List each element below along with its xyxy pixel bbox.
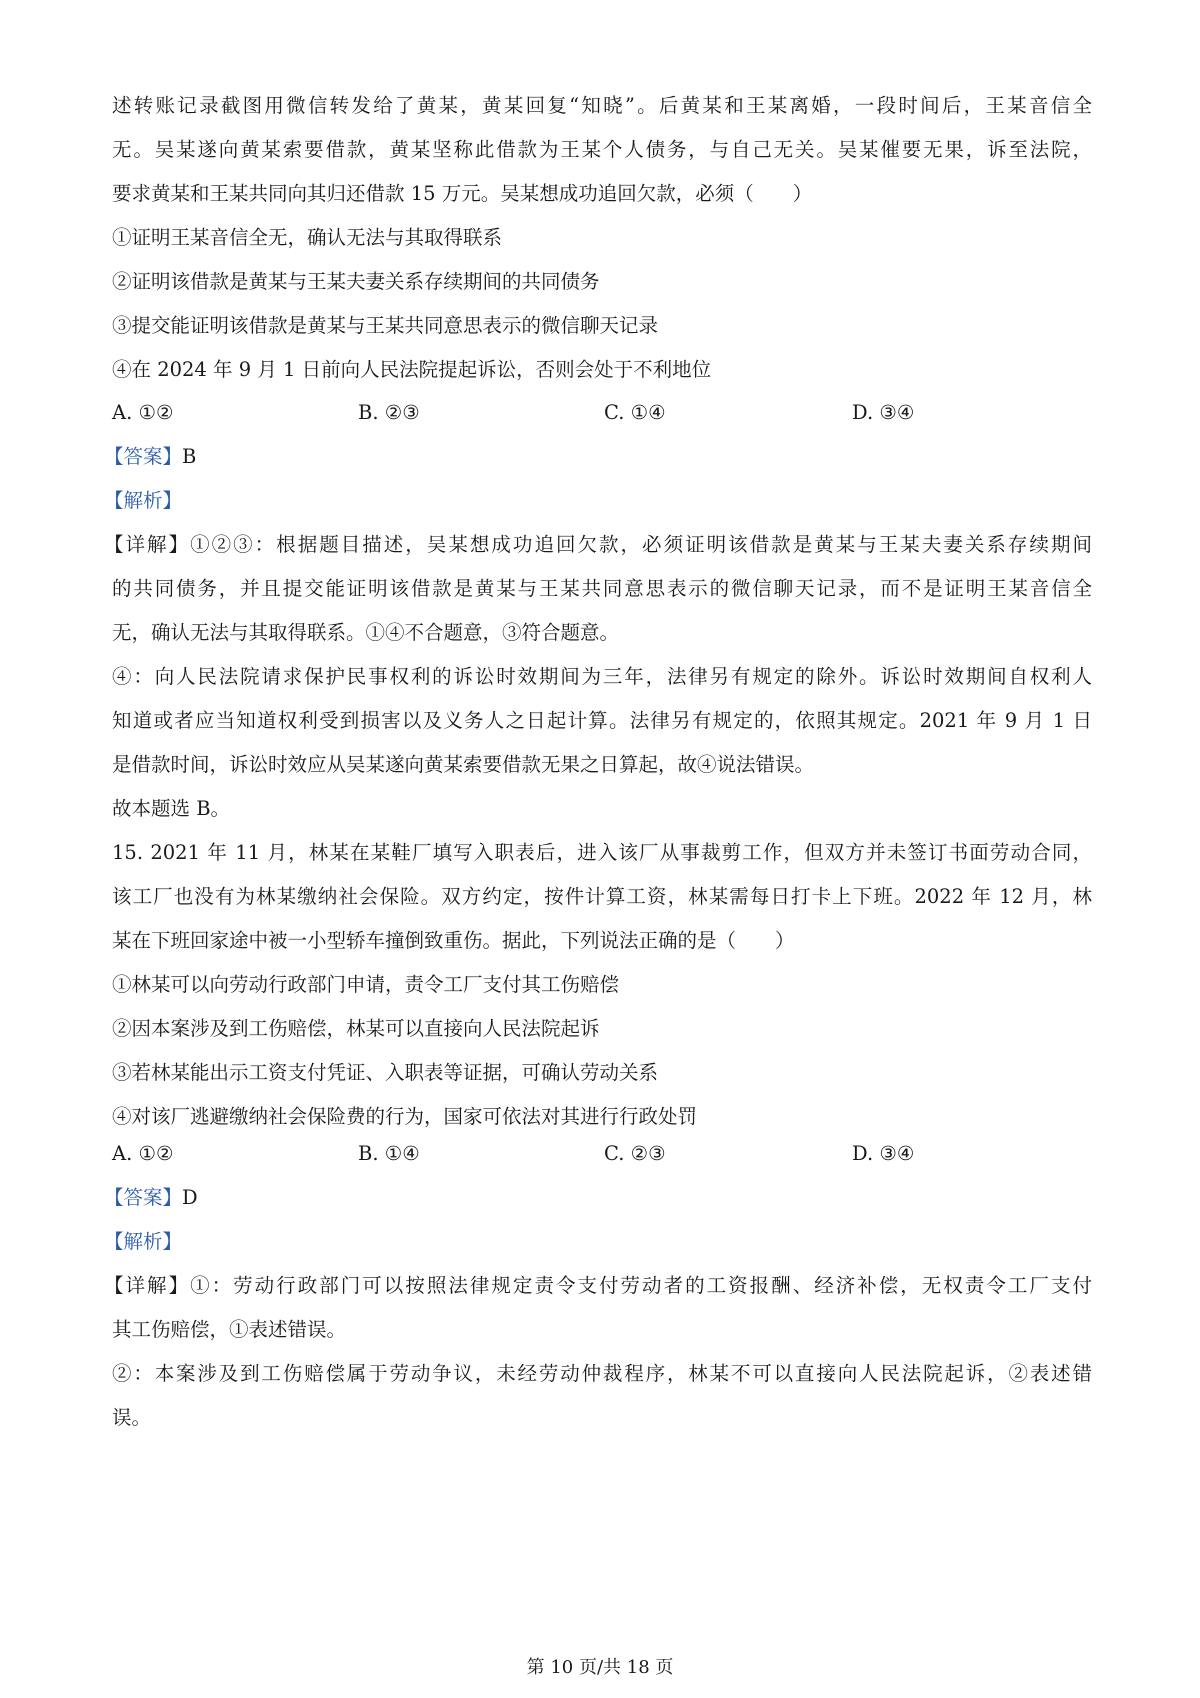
q14-detail-line-6: 是借款时间，诉讼时效应从吴某遂向黄某索要借款无果之日算起，故④说法错误。	[112, 753, 815, 776]
q15-option-c: C. ②③	[604, 1142, 666, 1165]
q14-statement-4: ④在 2024 年 9 月 1 日前向人民法院提起诉讼，否则会处于不利地位	[112, 358, 712, 381]
q14-stem-line-1: 述转账记录截图用微信转发给了黄某，黄某回复“知晓”。后黄某和王某离婚，一段时间后，王某音信全	[112, 94, 1092, 117]
detail-tag: 【详解】	[104, 533, 191, 556]
q15-answer-line	[104, 1184, 1084, 1212]
q15-option-d: D. ③④	[852, 1142, 915, 1165]
answer-tag: 【答案】	[104, 1186, 183, 1209]
q14-statement-3: ③提交能证明该借款是黄某与王某共同意思表示的微信聊天记录	[112, 314, 659, 337]
detail-text: ①②③：根据题目描述，吴某想成功追回欠款，必须证明该借款是黄某与王某夫妻关系存续期间	[190, 533, 1092, 556]
q14-detail-line-3: 无，确认无法与其取得联系。①④不合题意，③符合题意。	[112, 621, 620, 644]
q14-option-c: C. ①④	[604, 401, 666, 424]
q15-detail-line-1	[104, 1272, 1092, 1300]
q14-conclusion: 故本题选 B。	[112, 797, 231, 820]
q14-statement-2: ②证明该借款是黄某与王某夫妻关系存续期间的共同债务	[112, 270, 600, 293]
q14-statement-1: ①证明王某音信全无，确认无法与其取得联系	[112, 226, 503, 249]
q14-option-a: A. ①②	[112, 401, 174, 424]
page-footer: 第 10 页/共 18 页	[526, 1657, 674, 1678]
q14-stem-line-2: 无。吴某遂向黄某索要借款，黄某坚称此借款为王某个人债务，与自己无关。吴某催要无果，诉至法院，	[112, 138, 1092, 161]
q15-statement-3: ③若林某能出示工资支付凭证、入职表等证据，可确认劳动关系	[112, 1061, 659, 1084]
q14-detail-line-5: 知道或者应当知道权利受到损害以及义务人之日起计算。法律另有规定的，依照其规定。2021 年 9 月 1 日	[112, 709, 1092, 732]
q15-statement-2: ②因本案涉及到工伤赔偿，林某可以直接向人民法院起诉	[112, 1017, 600, 1040]
q15-detail-line-3: ②：本案涉及到工伤赔偿属于劳动争议，未经劳动仲裁程序，林某不可以直接向人民法院起诉，②表述错	[112, 1362, 1092, 1385]
q14-detail-line-1	[104, 531, 1092, 559]
q15-option-a: A. ①②	[112, 1142, 174, 1165]
q14-detail-line-2: 的共同债务，并且提交能证明该借款是黄某与王某共同意思表示的微信聊天记录，而不是证明王某音信全	[112, 577, 1092, 600]
q14-answer-line	[104, 443, 1084, 471]
q14-option-d: D. ③④	[852, 401, 915, 424]
q15-stem-line-2: 该工厂也没有为林某缴纳社会保险。双方约定，按件计算工资，林某需每日打卡上下班。2022 年 12 月，林	[112, 885, 1092, 908]
q15-stem-line-3: 某在下班回家途中被一小型轿车撞倒致重伤。据此，下列说法正确的是（ ）	[112, 929, 795, 952]
analysis-tag: 【解析】	[104, 489, 183, 512]
answer-value: D	[182, 1186, 198, 1209]
q14-option-b: B. ②③	[358, 401, 420, 424]
answer-tag: 【答案】	[104, 445, 183, 468]
q15-detail-line-4: 误。	[112, 1406, 152, 1429]
q15-option-b: B. ①④	[358, 1142, 420, 1165]
q15-statement-1: ①林某可以向劳动行政部门申请，责令工厂支付其工伤赔偿	[112, 973, 620, 996]
detail-text: ①：劳动行政部门可以按照法律规定责令支付劳动者的工资报酬、经济补偿，无权责令工厂支付	[190, 1274, 1092, 1297]
analysis-tag: 【解析】	[104, 1230, 183, 1253]
q15-analysis-line	[104, 1228, 1084, 1256]
q14-stem-line-3: 要求黄某和王某共同向其归还借款 15 万元。吴某想成功追回欠款，必须（ ）	[112, 182, 813, 205]
q14-analysis-line	[104, 487, 1084, 515]
q15-detail-line-2: 其工伤赔偿，①表述错误。	[112, 1318, 347, 1341]
q15-stem-line-1: 15. 2021 年 11 月，林某在某鞋厂填写入职表后，进入该厂从事裁剪工作，但双方并未签订书面劳动合同，	[112, 841, 1092, 864]
q15-statement-4: ④对该厂逃避缴纳社会保险费的行为，国家可依法对其进行行政处罚	[112, 1105, 698, 1128]
answer-value: B	[182, 445, 197, 468]
detail-tag: 【详解】	[104, 1274, 191, 1297]
q14-detail-line-4: ④：向人民法院请求保护民事权利的诉讼时效期间为三年，法律另有规定的除外。诉讼时效期间自权利人	[112, 665, 1092, 688]
